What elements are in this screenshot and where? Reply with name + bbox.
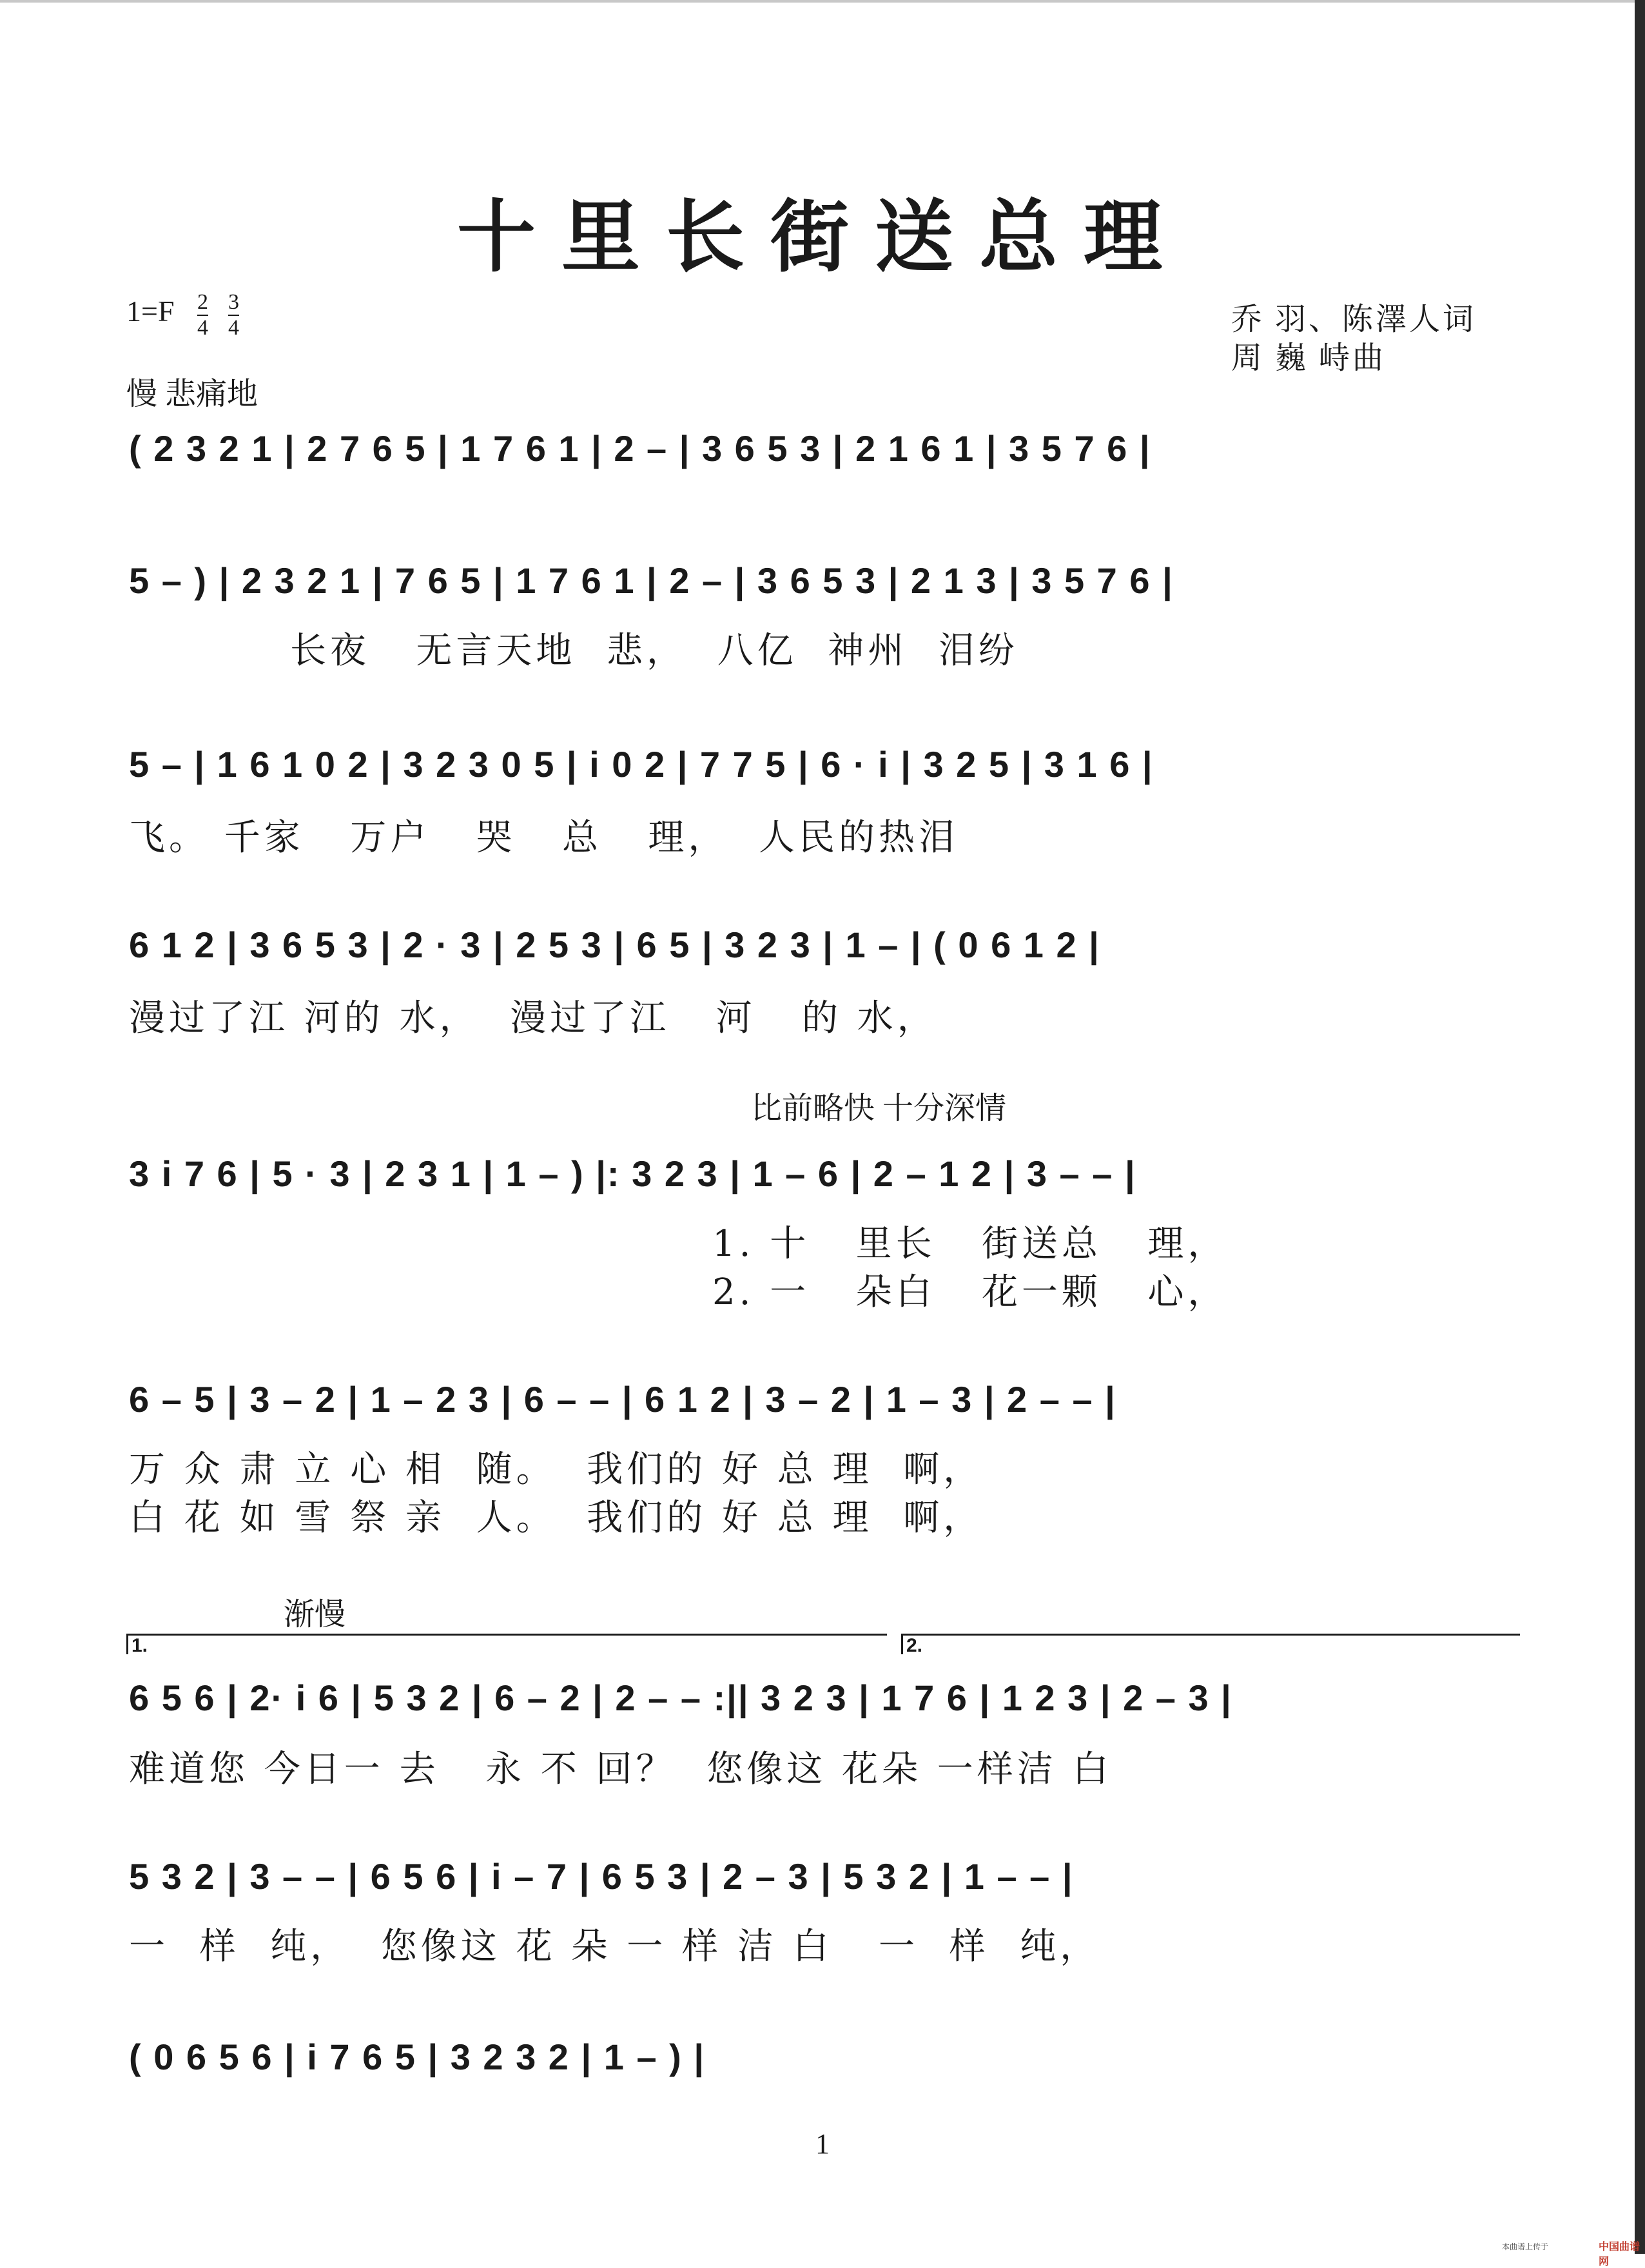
lyrics-line-4-verse-1: 1. 十 里长 街送总 理， — [712, 1223, 1228, 1265]
site-logo: 中国曲谱网 — [1599, 2240, 1640, 2267]
notation-row-5: 3 i 7 6 | 5 · 3 | 2 3 1 | 1 – ) |: 3 2 3 | 1 – 6 | 2 – 1 2 | 3 – – | — [129, 1153, 1136, 1194]
notation-row-2: 5 – ) | 2 3 2 1 | 7 6 5 | 1 7 6 1 | 2 – | 3 6 5 3 | 2 1 3 | 3 5 7 6 | — [129, 560, 1174, 601]
page-number: 1 — [815, 2128, 830, 2160]
lyrics-line-4-verse-2: 2. 一 朵白 花一颗 心， — [712, 1271, 1228, 1313]
notation-row-8: 5 3 2 | 3 – – | 6 5 6 | i – 7 | 6 5 3 | 2 – 3 | 5 3 2 | 1 – – | — [129, 1855, 1074, 1897]
notation-row-3: 5 – | 1 6 1 0 2 | 3 2 3 0 5 | i 0 2 | 7 7 5 | 6 · i | 3 2 5 | 3 1 6 | — [129, 743, 1154, 785]
tempo-rit: 渐慢 — [284, 1598, 346, 1632]
notation-row-1: ( 2 3 2 1 | 2 7 6 5 | 1 7 6 1 | 2 – | 3 6 5 3 | 2 1 6 1 | 3 5 7 6 | — [129, 427, 1151, 469]
second-ending-tick — [901, 1634, 903, 1654]
tempo-middle: 比前略快 十分深情 — [751, 1091, 1007, 1126]
notation-row-7: 6 5 6 | 2· i 6 | 5 3 2 | 6 – 2 | 2 – – :|| 3 2 3 | 1 7 6 | 1 2 3 | 2 – 3 | — [129, 1677, 1232, 1718]
lyrics-line-6: 难道您 今日一 去 永 不 回？ 您像这 花朵 一样洁 白 — [129, 1748, 1113, 1790]
lyrics-line-1: 长夜 无言天地 悲， 八亿 神州 泪纷 — [290, 630, 1018, 672]
tempo-opening: 慢 悲痛地 — [126, 377, 258, 411]
composer-credit: 周 巍 峙曲 — [1231, 341, 1387, 375]
notation-row-9: ( 0 6 5 6 | i 7 6 5 | 3 2 3 2 | 1 – ) | — [129, 2036, 706, 2077]
lyrics-line-5-verse-1: 万 众 肃 立 心 相 随。 我们的 好 总 理 啊， — [129, 1449, 984, 1491]
lyrics-line-3: 漫过了江 河的 水， 漫过了江 河 的 水， — [129, 997, 937, 1039]
first-ending-number: 1. — [131, 1635, 148, 1656]
page-edge-right — [1635, 0, 1645, 2254]
notation-row-6: 6 – 5 | 3 – 2 | 1 – 2 3 | 6 – – | 6 1 2 | 3 – 2 | 1 – 3 | 2 – – | — [129, 1378, 1116, 1420]
notation-row-4: 6 1 2 | 3 6 5 3 | 2 · 3 | 2 5 3 | 6 5 | 3 2 3 | 1 – | ( 0 6 1 2 | — [129, 924, 1100, 965]
key-signature: 1=F — [126, 295, 175, 327]
second-ending-number: 2. — [906, 1635, 923, 1656]
lyrics-line-5-verse-2: 白 花 如 雪 祭 亲 人。 我们的 好 总 理 啊， — [129, 1497, 984, 1539]
upload-note: 本曲谱上传于 — [1502, 2242, 1549, 2251]
lyrics-line-7: 一 样 纯， 您像这 花 朵 一 样 洁 白 一 样 纯， — [129, 1926, 1100, 1968]
time-signature-3-4: $\frac{3}{4}$ — [228, 290, 239, 340]
time-signature-2-4: $\frac{2}{4}$ — [197, 290, 208, 340]
first-ending-bracket — [126, 1634, 887, 1636]
page-edge-top — [0, 0, 1645, 3]
lyricist-credit: 乔 羽、陈澤人词 — [1231, 302, 1477, 337]
first-ending-tick — [126, 1634, 128, 1654]
lyrics-line-2: 飞。 千家 万户 哭 总 理， 人民的热泪 — [129, 817, 959, 859]
second-ending-bracket — [901, 1634, 1520, 1636]
song-title: 十里长街送总理 — [457, 190, 1188, 283]
